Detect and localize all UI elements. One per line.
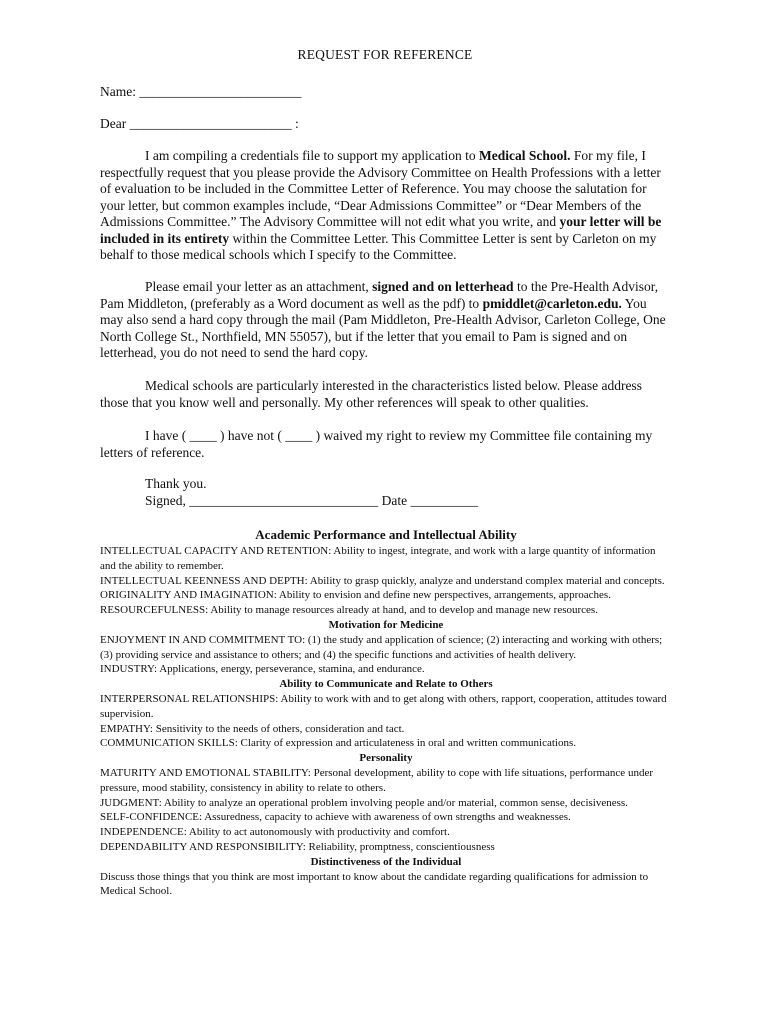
criteria-item: JUDGMENT: Ability to analyze an operational problem involving people and/or material, common sense, decisiveness.: [100, 796, 628, 809]
p1-text-1: I am compiling a credentials file to support my application to: [145, 148, 480, 163]
criteria-item: ORIGINALITY AND IMAGINATION: Ability to envision and define new perspectives, arrangements, approaches.: [100, 589, 611, 602]
name-blank: ________________________: [139, 84, 302, 99]
criteria-item: EMPATHY: Sensitivity to the needs of others, consideration and tact.: [100, 722, 405, 735]
dear-blank: ________________________: [129, 116, 292, 131]
document-title: REQUEST FOR REFERENCE: [297, 47, 473, 62]
characteristics-paragraph: [100, 378, 670, 411]
submission-paragraph: [100, 279, 670, 362]
criteria-section-heading: Ability to Communicate and Relate to Others: [279, 678, 493, 691]
p2-text-3: You may also send a hard copy through the mail (Pam Middleton, Pre-Health Advisor, Carleton College, One North College St., Northfield, MN 55057), but if the letter that you email to Pam is signed and on letterhead, you do not need to send the hard copy.: [100, 295, 666, 360]
dear-label: Dear: [100, 116, 127, 131]
p3-text: Medical schools are particularly interested in the characteristics listed below. Please address those that you know well and personally. My other references will speak to other qualities.: [100, 378, 642, 410]
criteria-item: MATURITY AND EMOTIONAL STABILITY: Personal development, ability to cope with life situations, performance under pressure, mood stability, consistency in ability to relate to others.: [100, 766, 653, 794]
criteria-item: SELF-CONFIDENCE: Assuredness, capacity to achieve with awareness of own strengths and weaknesses.: [100, 811, 571, 824]
criteria-section-heading: Personality: [359, 752, 413, 765]
criteria-section-heading: Motivation for Medicine: [328, 618, 444, 631]
p2-text-1: Please email your letter as an attachment,: [145, 279, 373, 294]
criteria-section-heading: Academic Performance and Intellectual Ability: [255, 527, 517, 542]
p1-text-3: within the Committee Letter. This Committee Letter is sent by Carleton on my behalf to those medical schools which I specify to the Committee.: [100, 230, 657, 262]
p2-text-2: to the Pre-Health Advisor, Pam Middleton, (preferably as a Word document as well as the pdf) to: [100, 279, 659, 311]
salutation-line: [100, 116, 299, 132]
name-label: Name:: [100, 84, 136, 99]
criteria-item: INTELLECTUAL CAPACITY AND RETENTION: Ability to ingest, integrate, and work with a large quantity of information and the ability to remember.: [100, 545, 656, 572]
criteria-item: ENJOYMENT IN AND COMMITMENT TO: (1) the study and application of science; (2) interacting and working with others; (3) providing service and assistance to others; and (4) the specific functions and activities of health delivery.: [100, 633, 663, 661]
p1-bold-medical-school: Medical School.: [479, 148, 571, 163]
request-paragraph: [100, 148, 670, 264]
criteria-list: [100, 526, 672, 899]
criteria-item: INDUSTRY: Applications, energy, perseverance, stamina, and endurance.: [100, 663, 425, 676]
p1-text-2: For my file, I respectfully request that you please provide the Advisory Committee on Health Professions with a letter of evaluation to be included in the Committee Letter of Reference. You may choose the salutation for your letter, but common examples include, “Dear Admissions Committee” or “Dear Members of the Admissions Committee.” The Advisory Committee will not edit what you write, and: [100, 148, 661, 229]
criteria-item: COMMUNICATION SKILLS: Clarity of expression and articulateness in oral and written communications.: [100, 737, 576, 750]
advisor-email: pmiddlet@carleton.edu.: [482, 295, 622, 311]
dear-colon: :: [291, 116, 299, 131]
criteria-item: RESOURCEFULNESS: Ability to manage resources already at hand, and to develop and manage new resources.: [100, 604, 598, 617]
criteria-item: INTELLECTUAL KEENNESS AND DEPTH: Ability to grasp quickly, analyze and understand complex material and concepts.: [100, 574, 665, 587]
waiver-paragraph: [100, 428, 670, 461]
criteria-item: INDEPENDENCE: Ability to act autonomously with productivity and comfort.: [100, 826, 450, 839]
p4-text: I have ( ____ ) have not ( ____ ) waived my right to review my Committee file containing my letters of reference.: [100, 428, 653, 460]
thank-you: Thank you.: [145, 476, 207, 491]
p1-bold-entirety: your letter will be included in its entirety: [100, 214, 662, 246]
criteria-item: Discuss those things that you think are most important to know about the candidate regarding qualifications for admission to Medical School.: [100, 870, 649, 898]
criteria-item: INTERPERSONAL RELATIONSHIPS: Ability to work with and to get along with others, rapport, cooperation, attitudes toward supervision.: [100, 692, 667, 720]
p2-bold-letterhead: signed and on letterhead: [372, 279, 514, 294]
name-line: [100, 84, 301, 100]
signature-line: Signed, ____________________________ Date __________: [145, 493, 478, 508]
criteria-section-heading: Distinctiveness of the Individual: [310, 855, 462, 868]
criteria-item: DEPENDABILITY AND RESPONSIBILITY: Reliability, promptness, conscientiousness: [100, 840, 495, 853]
